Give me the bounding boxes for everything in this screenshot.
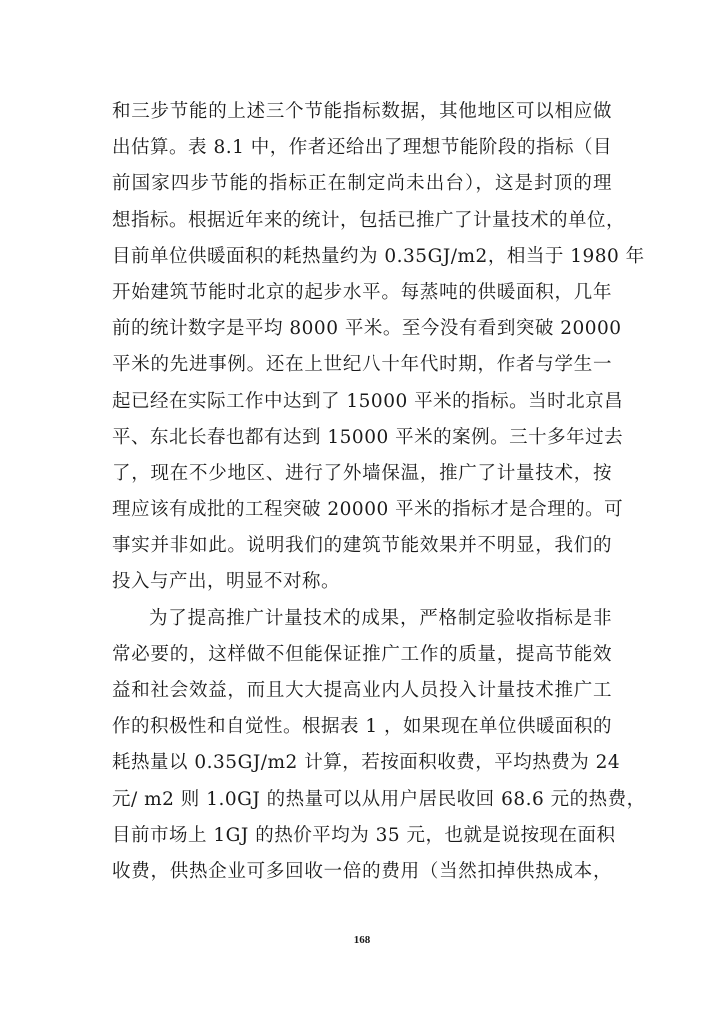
text-line: 元/ m2 则 1.0GJ 的热量可以从用户居民收回 68.6 元的热费， (112, 788, 646, 810)
text-line: 平米的先进事例。还在上世纪八十年代时期，作者与学生一 (112, 354, 612, 376)
paragraph-2 (112, 601, 646, 891)
text-line: 理应该有成批的工程突破 20000 平米的指标才是合理的。可 (112, 499, 624, 521)
text-line: 常必要的，这样做不但能保证推广工作的质量，提高节能效 (112, 643, 612, 665)
text-line: 目前单位供暖面积的耗热量约为 0.35GJ/m2，相当于 1980 年 (112, 245, 645, 267)
text-line: 开始建筑节能时北京的起步水平。每蒸吨的供暖面积，几年 (112, 281, 612, 303)
text-line: 收费，供热企业可多回收一倍的费用（当然扣掉供热成本， (112, 860, 612, 882)
text-line: 前的统计数字是平均 8000 平米。至今没有看到突破 20000 (112, 318, 622, 340)
text-line: 了，现在不少地区、进行了外墙保温，推广了计量技术，按 (112, 462, 612, 484)
paragraph-1 (112, 94, 645, 601)
text-line: 出估算。表 8.1 中，作者还给出了理想节能阶段的指标（目 (112, 137, 612, 159)
body-text (112, 94, 646, 890)
text-line: 想指标。根据近年来的统计，包括已推广了计量技术的单位， (112, 209, 626, 231)
text-line: 益和社会效益，而且大大提高业内人员投入计量技术推广工 (112, 680, 612, 701)
text-line: 作的积极性和自觉性。根据表 1 ，如果现在单位供暖面积的 (112, 716, 613, 738)
text-line: 为了提高推广计量技术的成果，严格制定验收指标是非 (149, 607, 612, 629)
text-line: 和三步节能的上述三个节能指标数据，其他地区可以相应做 (112, 101, 612, 122)
text-line: 耗热量以 0.35GJ/m2 计算，若按面积收费，平均热费为 24 (112, 752, 621, 774)
page-number: 168 (353, 934, 371, 946)
text-line: 起已经在实际工作中达到了 15000 平米的指标。当时北京昌 (112, 390, 624, 412)
text-line: 前国家四步节能的指标正在制定尚未出台），这是封顶的理 (112, 173, 612, 195)
text-line: 平、东北长春也都有达到 15000 平米的案例。三十多年过去 (112, 426, 624, 448)
text-line: 事实并非如此。说明我们的建筑节能效果并不明显，我们的 (112, 535, 612, 557)
text-line: 目前市场上 1GJ 的热价平均为 35 元，也就是说按现在面积 (112, 824, 616, 846)
text-line: 投入与产出，明显不对称。 (112, 571, 341, 593)
